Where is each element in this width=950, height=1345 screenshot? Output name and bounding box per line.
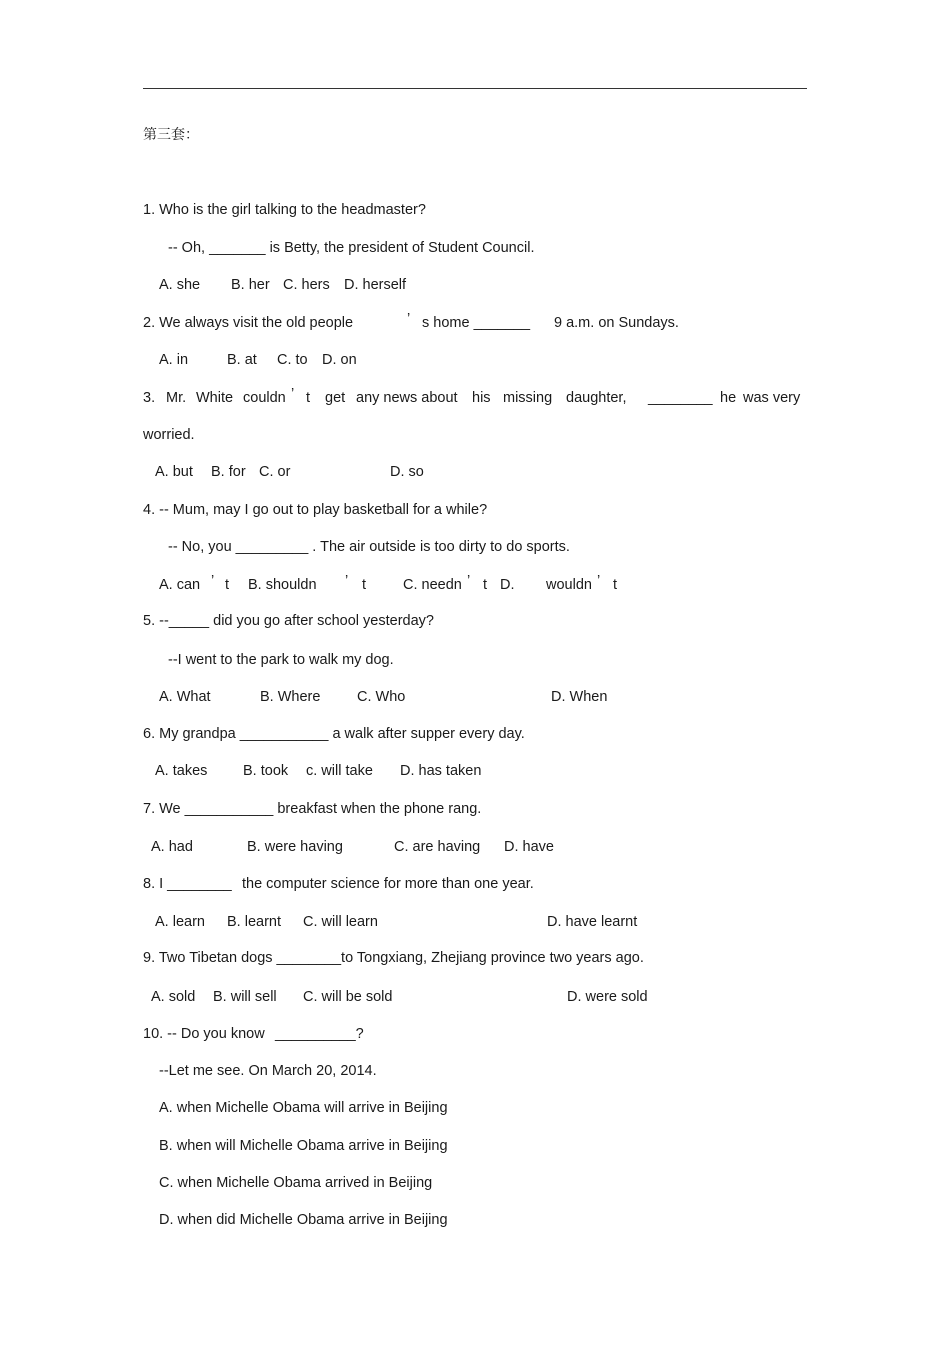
q2-apostrophe: ’: [407, 311, 411, 327]
q10-stem-part2: __________?: [275, 1026, 364, 1042]
q3-option-b: B. for: [211, 464, 246, 480]
q4-stem: 4. -- Mum, may I go out to play basketball for a while?: [143, 502, 488, 518]
q7-option-d: D. have: [504, 839, 554, 855]
q6-stem: 6. My grandpa ___________ a walk after supper every day.: [143, 726, 525, 742]
q4-dialog: -- No, you _________ . The air outside is too dirty to do sports.: [168, 539, 570, 555]
q2-option-c: C. to: [277, 352, 308, 368]
q5-stem: 5. --_____ did you go after school yesterday?: [143, 613, 434, 629]
q5-option-d: D. When: [551, 689, 608, 705]
q4-option-b-apostrophe: ’: [345, 573, 349, 589]
q1-option-b: B. her: [231, 277, 270, 293]
q4-option-d-apostrophe: ’: [597, 573, 601, 589]
q5-option-b: B. Where: [260, 689, 321, 705]
q6-option-a: A. takes: [155, 763, 208, 779]
q9-option-b: B. will sell: [213, 989, 277, 1005]
q1-stem: 1. Who is the girl talking to the headmaster?: [143, 202, 426, 218]
q3-option-d: D. so: [390, 464, 424, 480]
q3-word: White: [196, 390, 234, 406]
page-heading: 第三套：: [143, 127, 199, 143]
q6-option-d: D. has taken: [400, 763, 482, 779]
q9-option-d: D. were sold: [567, 989, 648, 1005]
q4-option-a-apostrophe: ’: [211, 573, 215, 589]
q1-option-a: A. she: [159, 277, 201, 293]
q3-stem-line2: worried.: [143, 427, 195, 443]
q3-word: missing: [503, 390, 553, 406]
q10-dialog: --Let me see. On March 20, 2014.: [159, 1063, 377, 1079]
q3-blank: ________: [648, 390, 713, 406]
q3-apostrophe: ’: [291, 386, 295, 402]
q4-option-c-apostrophe: ’: [467, 573, 471, 589]
q7-stem: 7. We ___________ breakfast when the phone rang.: [143, 801, 482, 817]
q2-stem-part3: 9 a.m. on Sundays.: [554, 315, 679, 331]
q10-option-a: A. when Michelle Obama will arrive in Beijing: [159, 1100, 448, 1116]
q4-option-c-tail: t: [483, 577, 488, 593]
q5-option-a: A. What: [159, 689, 211, 705]
q10-option-b: B. when will Michelle Obama arrive in Beijing: [159, 1138, 448, 1154]
q7-option-b: B. were having: [247, 839, 343, 855]
q3-word: any news about: [356, 390, 458, 406]
q9-option-a: A. sold: [151, 989, 196, 1005]
q3-word: his: [472, 390, 491, 406]
q10-option-c: C. when Michelle Obama arrived in Beijing: [159, 1175, 433, 1191]
q4-option-c: C. needn: [403, 577, 462, 593]
q2-stem-part2: s home _______: [422, 315, 531, 331]
q9-option-c: C. will be sold: [303, 989, 393, 1005]
q2-stem-part1: 2. We always visit the old people: [143, 315, 354, 331]
q9-stem: 9. Two Tibetan dogs ________to Tongxiang, Zhejiang province two years ago.: [143, 950, 644, 966]
q3-option-a: A. but: [155, 464, 193, 480]
q7-option-c: C. are having: [394, 839, 481, 855]
q5-option-c: C. Who: [357, 689, 406, 705]
q8-option-a: A. learn: [155, 914, 205, 930]
q10-stem-part1: 10. -- Do you know: [143, 1026, 265, 1042]
q3-word: t: [306, 390, 311, 406]
q3-word: get: [325, 390, 346, 406]
q1-dialog: -- Oh, _______ is Betty, the president of Student Council.: [168, 240, 535, 256]
q3-word: 3.: [143, 390, 156, 406]
q8-stem-part1: 8. I ________: [143, 876, 232, 892]
header-rule: [143, 88, 807, 89]
q3-word: Mr.: [166, 390, 187, 406]
q4-option-d: wouldn: [546, 577, 592, 593]
q3-word: couldn: [243, 390, 286, 406]
q1-option-d: D. herself: [344, 277, 407, 293]
q6-option-c: c. will take: [306, 763, 373, 779]
q10-option-d: D. when did Michelle Obama arrive in Beijing: [159, 1212, 448, 1228]
q3-option-c: C. or: [259, 464, 291, 480]
q4-option-d-label: D.: [500, 577, 515, 593]
q3-word: he: [720, 390, 737, 406]
q2-option-b: B. at: [227, 352, 257, 368]
q8-option-d: D. have learnt: [547, 914, 638, 930]
q1-option-c: C. hers: [283, 277, 330, 293]
q4-option-a-tail: t: [225, 577, 230, 593]
q8-stem-part2: the computer science for more than one year.: [242, 876, 534, 892]
q7-option-a: A. had: [151, 839, 193, 855]
q8-option-b: B. learnt: [227, 914, 281, 930]
q4-option-d-tail: t: [613, 577, 618, 593]
q2-option-d: D. on: [322, 352, 357, 368]
q5-dialog: --I went to the park to walk my dog.: [168, 652, 394, 668]
q3-word: was very: [743, 390, 801, 406]
q8-option-c: C. will learn: [303, 914, 378, 930]
q4-option-b: B. shouldn: [248, 577, 317, 593]
q2-option-a: A. in: [159, 352, 189, 368]
q4-option-b-tail: t: [362, 577, 367, 593]
q6-option-b: B. took: [243, 763, 289, 779]
q3-word: daughter,: [566, 390, 627, 406]
q4-option-a: A. can: [159, 577, 201, 593]
